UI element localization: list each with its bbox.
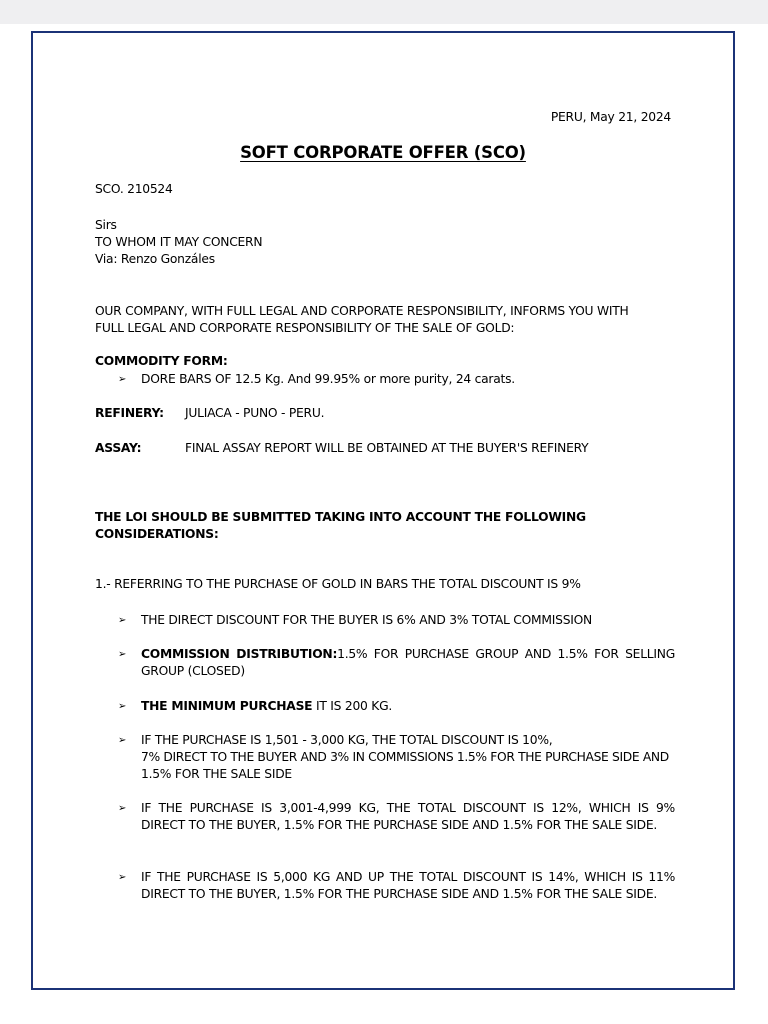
reference-number: SCO. 210524	[95, 182, 173, 196]
document-page	[31, 31, 735, 990]
addressee-line: TO WHOM IT MAY CONCERN	[95, 235, 263, 249]
intro-line-2: FULL LEGAL AND CORPORATE RESPONSIBILITY OF THE SALE OF GOLD:	[95, 321, 515, 335]
assay-value: FINAL ASSAY REPORT WILL BE OBTAINED AT THE BUYER'S REFINERY	[185, 441, 589, 455]
list-item-tier-5000: IF THE PURCHASE IS 5,000 KG AND UP THE TOTAL DISCOUNT IS 14%, WHICH IS 11% DIRECT TO THE BUYER, 1.5% FOR THE PURCHASE SIDE AND 1.5% FOR THE SALE SIDE.	[141, 870, 675, 901]
minimum-purchase-text: IT IS 200 KG.	[312, 699, 393, 713]
bullet-arrow-icon: ➢	[118, 374, 127, 385]
list-item-tier-1501-line-2: 7% DIRECT TO THE BUYER AND 3% IN COMMISSIONS 1.5% FOR THE PURCHASE SIDE AND	[141, 750, 669, 764]
document-title: SOFT CORPORATE OFFER (SCO)	[240, 143, 526, 162]
assay-label: ASSAY:	[95, 441, 142, 455]
loi-heading-line-2: CONSIDERATIONS:	[95, 527, 219, 541]
list-item-tier-1501-line-1: IF THE PURCHASE IS 1,501 - 3,000 KG, THE TOTAL DISCOUNT IS 10%,	[141, 733, 553, 747]
commission-distribution-text: 1.5% FOR PURCHASE GROUP AND 1.5% FOR SELLING GROUP (CLOSED)	[141, 647, 675, 678]
bullet-arrow-icon: ➢	[118, 615, 127, 626]
via-line: Via: Renzo Gonzáles	[95, 252, 215, 266]
bullet-arrow-icon: ➢	[118, 803, 127, 814]
commission-distribution-label: COMMISSION DISTRIBUTION:	[141, 647, 338, 661]
bullet-arrow-icon: ➢	[118, 649, 127, 660]
bullet-arrow-icon: ➢	[118, 735, 127, 746]
intro-line-1: OUR COMPANY, WITH FULL LEGAL AND CORPORATE RESPONSIBILITY, INFORMS YOU WITH	[95, 304, 629, 318]
viewer-top-bar	[0, 0, 768, 24]
list-item-commission-distribution	[141, 646, 675, 680]
list-item-minimum-purchase	[141, 698, 392, 715]
commodity-label: COMMODITY FORM:	[95, 354, 228, 368]
list-item-tier-1501-line-3: 1.5% FOR THE SALE SIDE	[141, 767, 292, 781]
bullet-arrow-icon: ➢	[118, 872, 127, 883]
commodity-bullet-text: DORE BARS OF 12.5 Kg. And 99.95% or more purity, 24 carats.	[141, 372, 515, 386]
refinery-label: REFINERY:	[95, 406, 164, 420]
minimum-purchase-label: THE MINIMUM PURCHASE	[141, 699, 313, 713]
section-heading: 1.- REFERRING TO THE PURCHASE OF GOLD IN BARS THE TOTAL DISCOUNT IS 9%	[95, 577, 581, 591]
refinery-value: JULIACA - PUNO - PERU.	[185, 406, 325, 420]
salutation: Sirs	[95, 218, 117, 232]
bullet-arrow-icon: ➢	[118, 701, 127, 712]
list-item-tier-3001: IF THE PURCHASE IS 3,001-4,999 KG, THE TOTAL DISCOUNT IS 12%, WHICH IS 9% DIRECT TO THE BUYER, 1.5% FOR THE PURCHASE SIDE AND 1.5% FOR THE SALE SIDE.	[141, 801, 675, 832]
loi-heading-line-1: THE LOI SHOULD BE SUBMITTED TAKING INTO ACCOUNT THE FOLLOWING	[95, 510, 586, 524]
date-line: PERU, May 21, 2024	[550, 110, 671, 124]
list-item-direct-discount: THE DIRECT DISCOUNT FOR THE BUYER IS 6% AND 3% TOTAL COMMISSION	[141, 613, 593, 627]
